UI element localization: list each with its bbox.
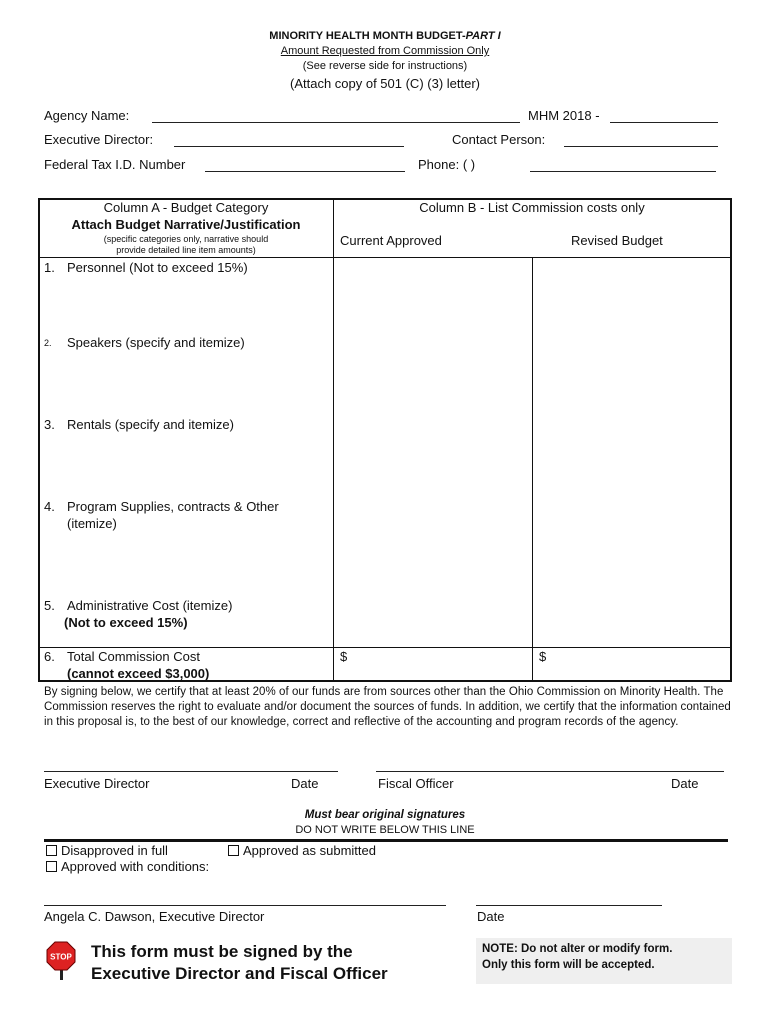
- column-a-title: Column A - Budget Category: [103, 200, 269, 215]
- column-divider-current-revised: [532, 258, 533, 681]
- item-program-supplies: Program Supplies, contracts & Other: [67, 499, 279, 514]
- federal-tax-id-label: Federal Tax I.D. Number: [44, 157, 186, 172]
- reverse-side-line: (See reverse side for instructions): [302, 60, 468, 72]
- item-administrative-cost-limit: (Not to exceed 15%): [64, 615, 188, 630]
- item-administrative-cost: Administrative Cost (itemize): [67, 598, 233, 613]
- fiscal-officer-sig-label: Fiscal Officer: [378, 776, 454, 791]
- amount-requested-line: Amount Requested from Commission Only: [280, 45, 490, 57]
- item-4-number: 4.: [44, 499, 55, 514]
- item-1-number: 1.: [44, 260, 55, 275]
- item-personnel: Personnel (Not to exceed 15%): [67, 260, 248, 275]
- executive-director-date-label: Date: [291, 776, 319, 791]
- stop-sign-icon: [44, 940, 78, 980]
- current-approved-header: Current Approved: [340, 233, 442, 248]
- item-5-number: 5.: [44, 598, 55, 613]
- total-revised-dollar: $: [539, 649, 547, 664]
- item-2-number: 2.: [44, 338, 52, 348]
- column-a-note-2: provide detailed line item amounts): [116, 245, 256, 255]
- contact-person-label: Contact Person:: [452, 132, 546, 147]
- approver-date-label: Date: [477, 909, 505, 924]
- item-3-number: 3.: [44, 417, 55, 432]
- disapproved-option[interactable]: [46, 843, 168, 858]
- total-row-divider: [39, 647, 731, 648]
- must-bear-signatures: Must bear original signatures: [304, 809, 466, 821]
- do-not-write-below: DO NOT WRITE BELOW THIS LINE: [295, 824, 475, 836]
- mhm-year-field[interactable]: [610, 122, 718, 123]
- federal-tax-id-field[interactable]: [205, 171, 405, 172]
- item-total-commission-cost-limit: (cannot exceed $3,000): [67, 666, 210, 681]
- contact-person-field[interactable]: [564, 146, 718, 147]
- approved-submitted-checkbox[interactable]: [228, 845, 239, 856]
- column-a-note-1: (specific categories only, narrative should: [103, 234, 269, 244]
- approved-conditions-checkbox[interactable]: [46, 861, 57, 872]
- phone-label: Phone: ( ): [418, 157, 476, 172]
- column-divider-a-b: [333, 199, 334, 681]
- revised-budget-header: Revised Budget: [571, 233, 663, 248]
- item-6-number: 6.: [44, 649, 55, 664]
- header-row-divider: [39, 257, 731, 258]
- executive-director-label: Executive Director:: [44, 132, 154, 147]
- total-current-dollar: $: [340, 649, 348, 664]
- form-title: MINORITY HEALTH MONTH BUDGET-PART I: [269, 30, 501, 42]
- executive-director-signature-line[interactable]: [44, 771, 338, 772]
- note-line-1: NOTE: Do not alter or modify form.: [482, 943, 673, 955]
- item-total-commission-cost: Total Commission Cost: [67, 649, 200, 664]
- stop-sign-text: STOP: [50, 952, 72, 962]
- approved-conditions-option[interactable]: [46, 859, 209, 874]
- agency-name-label: Agency Name:: [44, 108, 130, 123]
- note-line-2: Only this form will be accepted.: [482, 959, 655, 971]
- must-sign-line-2: Executive Director and Fiscal Officer: [91, 964, 388, 983]
- item-program-supplies-itemize: (itemize): [67, 516, 117, 531]
- agency-name-field[interactable]: [152, 122, 520, 123]
- approved-conditions-label: Approved with conditions:: [61, 859, 210, 874]
- disapproved-checkbox[interactable]: [46, 845, 57, 856]
- item-rentals: Rentals (specify and itemize): [67, 417, 234, 432]
- fiscal-officer-signature-line[interactable]: [376, 771, 724, 772]
- phone-field[interactable]: [530, 171, 716, 172]
- approved-submitted-label: Approved as submitted: [243, 843, 376, 858]
- must-sign-line-1: This form must be signed by the: [91, 942, 353, 961]
- column-b-title: Column B - List Commission costs only: [419, 200, 645, 215]
- disapproved-label: Disapproved in full: [61, 843, 168, 858]
- office-use-divider: [44, 839, 728, 842]
- attach-letter-line: (Attach copy of 501 (C) (3) letter): [289, 76, 480, 91]
- approved-submitted-option[interactable]: [228, 843, 376, 858]
- item-speakers: Speakers (specify and itemize): [67, 335, 245, 350]
- approver-name: Angela C. Dawson, Executive Director: [44, 909, 265, 924]
- approver-signature-line[interactable]: [44, 905, 446, 906]
- executive-director-sig-label: Executive Director: [44, 776, 150, 791]
- executive-director-field[interactable]: [174, 146, 404, 147]
- mhm-year-label: MHM 2018 -: [528, 108, 600, 123]
- column-a-attach: Attach Budget Narrative/Justification: [71, 217, 301, 232]
- approver-date-line[interactable]: [476, 905, 662, 906]
- certification-text: By signing below, we certify that at least 20% of our funds are from sources other than the Ohio Commission on Minority Health. The Commission reserves the right to evaluate and/or document the sources of funds. In addition, we certify that the information contained in this proposal is, to the best of our knowledge, correct and reflective of the accounting and program records of the agency.: [44, 686, 731, 728]
- fiscal-officer-date-label: Date: [671, 776, 699, 791]
